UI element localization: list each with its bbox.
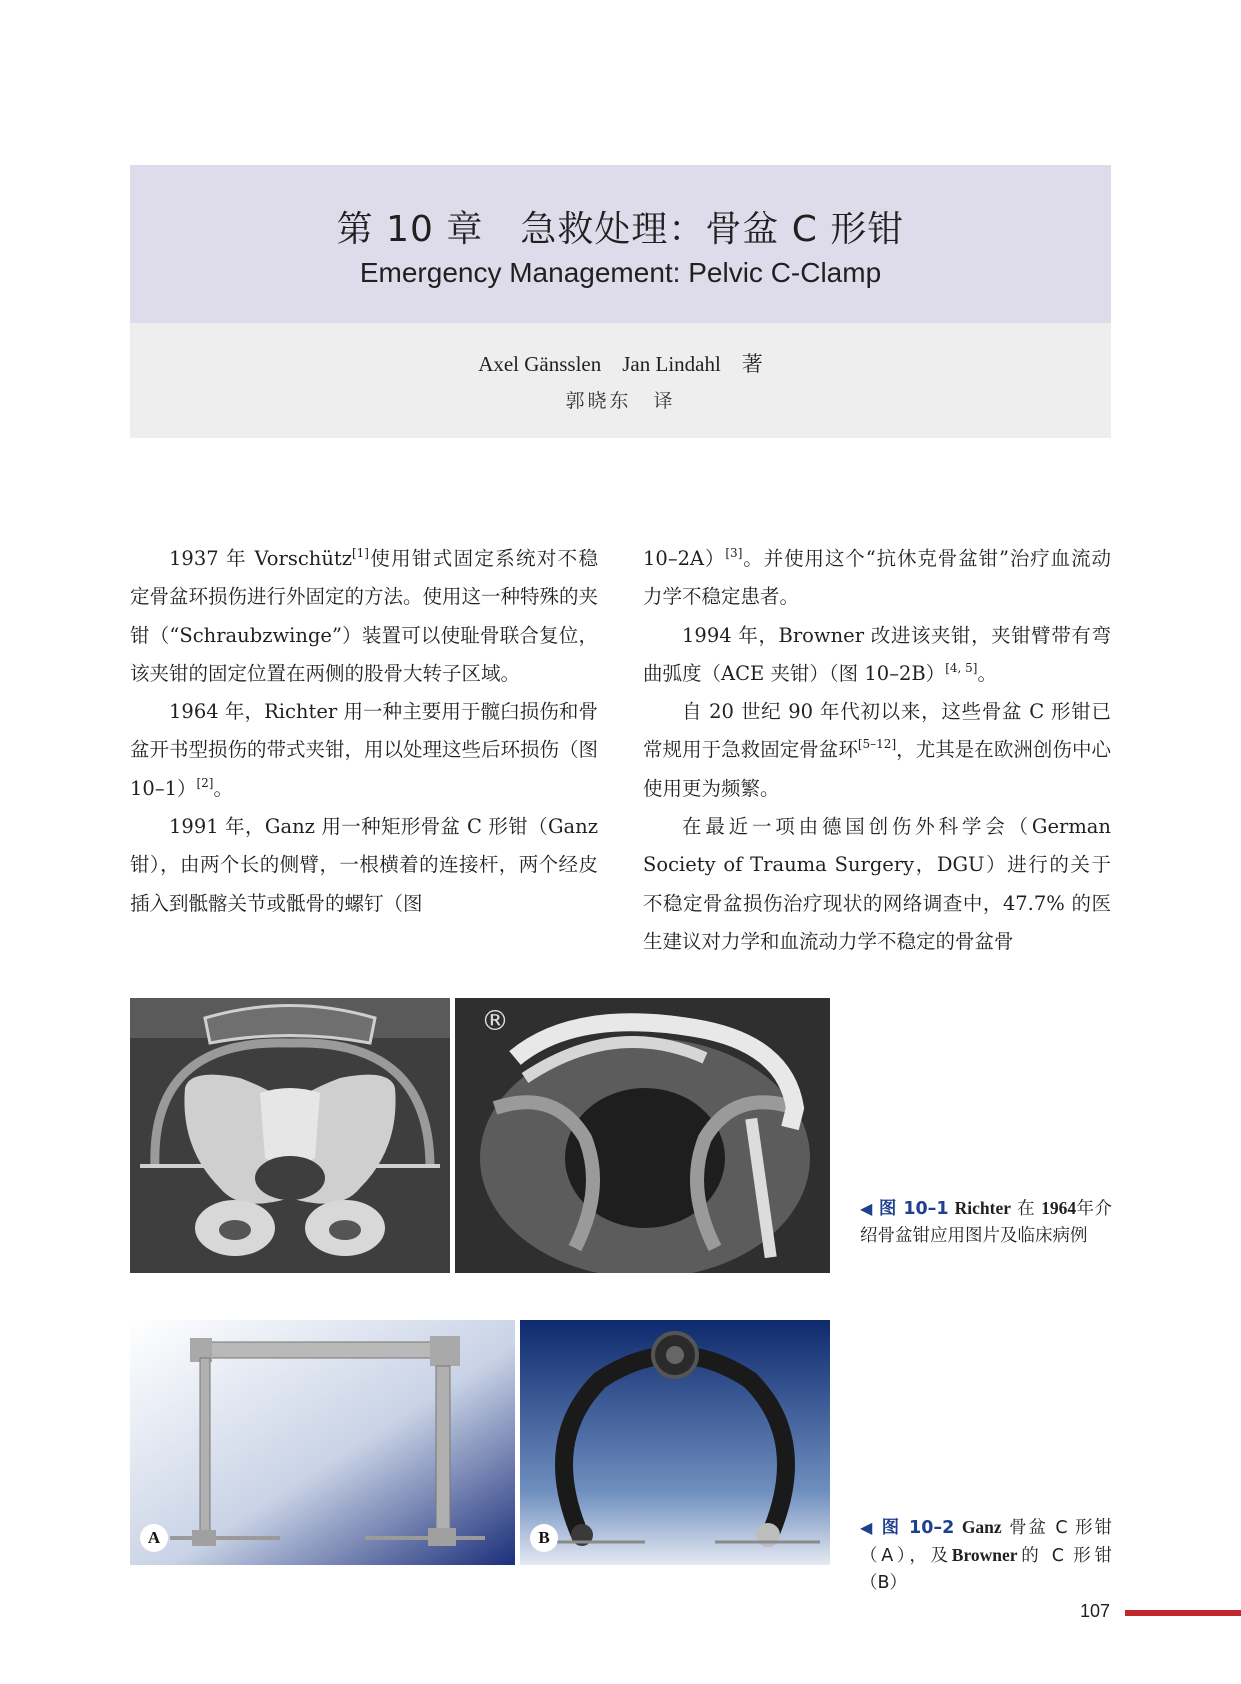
citation-ref: [3] xyxy=(725,546,743,560)
paragraph-richter: 1964 年，Richter 用一种主要用于髋臼损伤和骨盆开书型损伤的带式夹钳，用以处理这些后环损伤（图 10–1）[2]。 xyxy=(130,700,599,800)
paragraph-browner: 1994 年，Browner 改进该夹钳，夹钳臂带有弯曲弧度（ACE 夹钳）（图 10–2B）[4, 5]。 xyxy=(643,623,1111,685)
citation-ref: [2] xyxy=(196,775,214,790)
panel-label-b: B xyxy=(530,1524,558,1552)
translator-line: 郭晓东 译 xyxy=(565,390,676,412)
pelvis-specimen-illustration xyxy=(130,998,450,1273)
figure-10-2-caption: ◀ 图 10–2 Ganz 骨盆 C 形钳（A），及Browner的 C 形钳（B） xyxy=(860,1517,1112,1593)
author-band xyxy=(130,323,1111,438)
paragraph-vorschutz: 1937 年 Vorschütz[1]使用钳式固定系统对不稳定骨盆环损伤进行外固定的方法。使用这一种特殊的夹钳（“Schraubzwinge”）装置可以使耻骨联合复位，该夹钳的固定位置在两侧的股骨大转子区域。 xyxy=(130,546,599,685)
figure-number: 图 10–2 xyxy=(881,1518,955,1538)
registered-mark: ® xyxy=(481,1004,509,1037)
browner-clamp-illustration xyxy=(520,1320,830,1565)
page-accent-bar xyxy=(1125,1610,1241,1616)
figure-number: 图 10–1 xyxy=(878,1199,949,1219)
figure-10-2b-photo xyxy=(520,1320,830,1565)
citation-ref: [4, 5] xyxy=(945,660,978,675)
page-number: 107 xyxy=(1080,1601,1111,1621)
pelvis-xray-illustration xyxy=(455,998,830,1273)
caption-arrow-icon: ◀ xyxy=(860,1518,875,1537)
paragraph-ganz: 1991 年，Ganz 用一种矩形骨盆 C 形钳（Ganz 钳），由两个长的侧臂，一根横着的连接杆，两个经皮插入到骶髂关节或骶骨的螺钉（图 xyxy=(130,815,598,915)
ganz-clamp-illustration xyxy=(130,1320,515,1565)
figure-10-1-caption: ◀ 图 10–1 Richter 在 1964年介绍骨盆钳应用图片及临床病例 xyxy=(860,1198,1112,1246)
chapter-title-english: Emergency Management: Pelvic C-Clamp xyxy=(359,257,882,288)
authors-line: Axel Gänsslen Jan Lindahl 著 xyxy=(478,352,763,376)
chapter-title-band xyxy=(130,165,1111,323)
paragraph-dgu-survey: 在最近一项由德国创伤外科学会（German Society of Trauma Surgery，DGU）进行的关于不稳定骨盆损伤治疗现状的网络调查中，47.7% 的医生建议对力学和血流动力学不稳定的骨盆骨 xyxy=(643,815,1111,953)
right-text-column xyxy=(643,540,1111,961)
figure-10-1-xray xyxy=(455,998,830,1273)
figure-10-1-specimen-photo xyxy=(130,998,450,1273)
left-text-column xyxy=(130,540,598,923)
paragraph-1990s: 自 20 世纪 90 年代初以来，这些骨盆 C 形钳已常规用于急救固定骨盆环[5–12]，尤其是在欧洲创伤中心使用更为频繁。 xyxy=(643,700,1111,800)
citation-ref: [5–12] xyxy=(857,737,897,752)
chapter-title-chinese: 第 10 章 急救处理：骨盆 C 形钳 xyxy=(336,209,905,250)
figure-10-2a-photo xyxy=(130,1320,515,1565)
caption-arrow-icon: ◀ xyxy=(860,1199,873,1218)
paragraph-ganz-continued: 10–2A）[3]。并使用这个“抗休克骨盆钳”治疗血流动力学不稳定患者。 xyxy=(643,546,1111,609)
panel-label-a: A xyxy=(140,1524,168,1552)
citation-ref: [1] xyxy=(351,546,369,560)
